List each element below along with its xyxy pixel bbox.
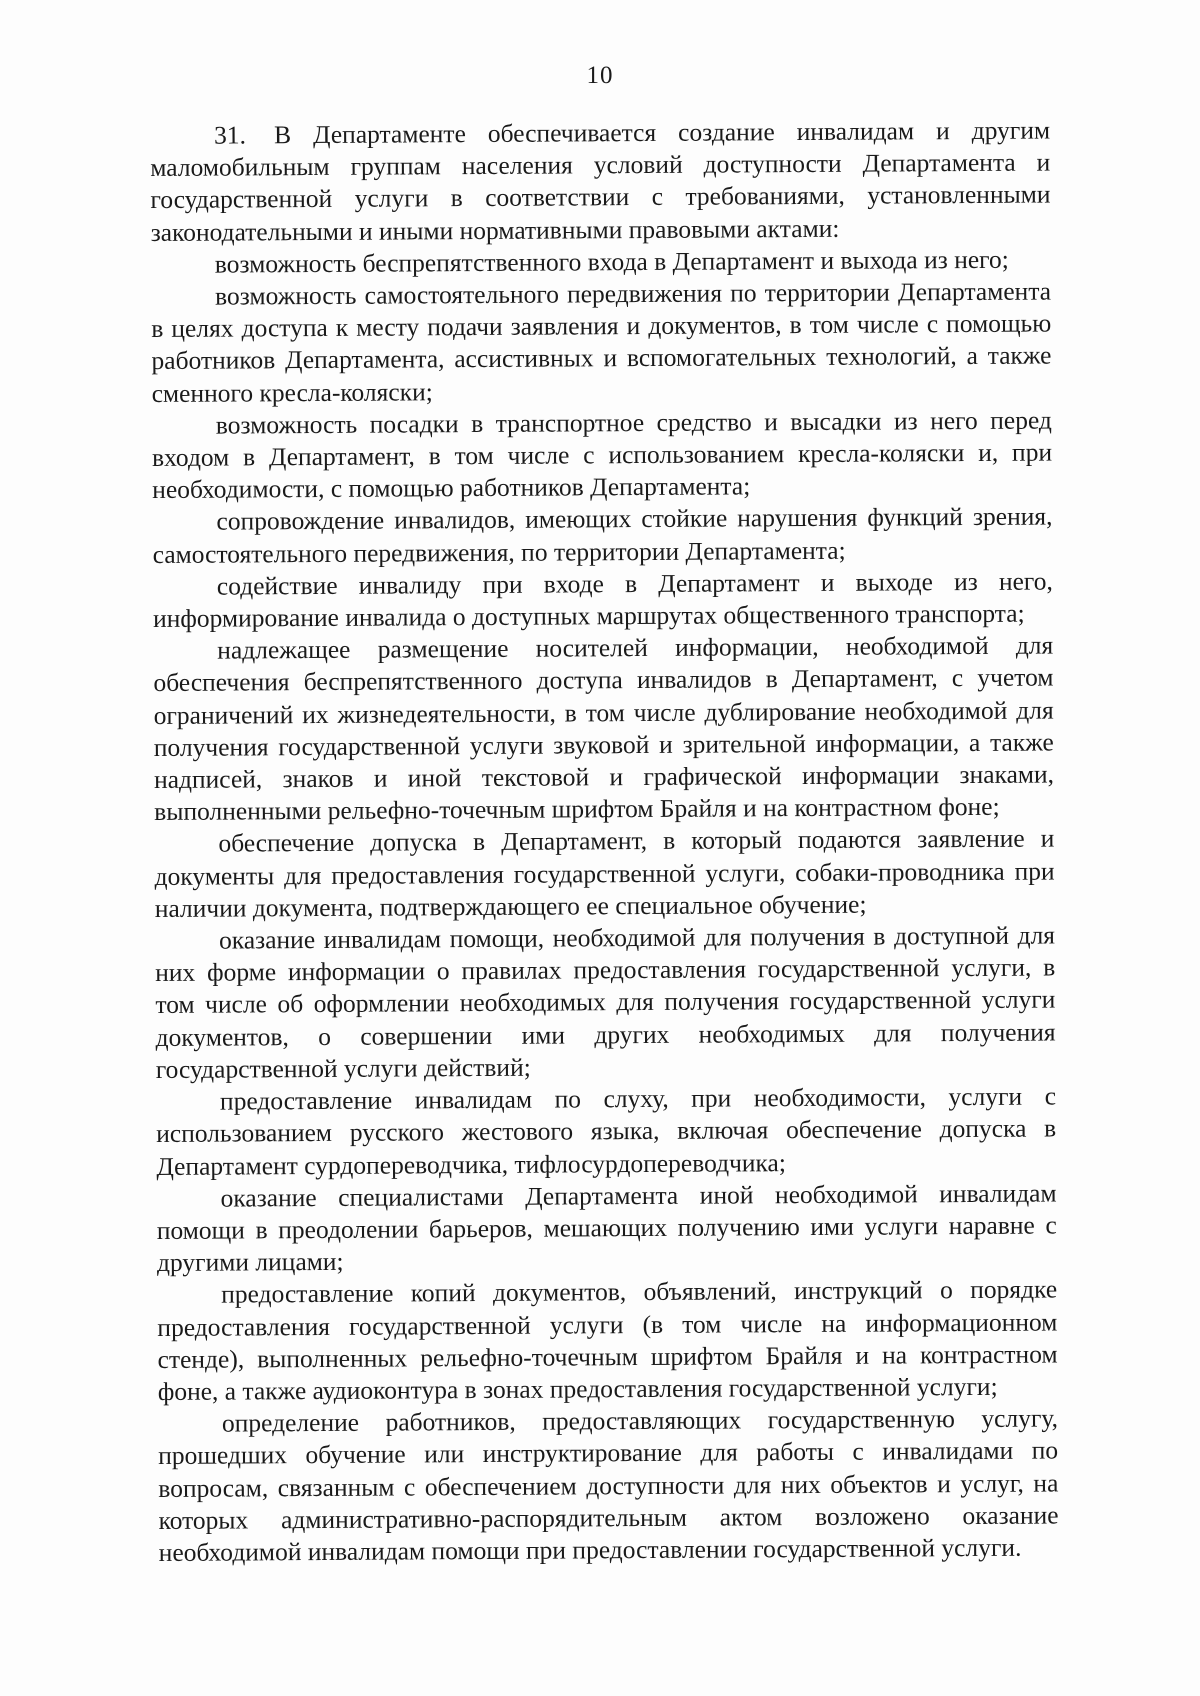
list-item: содействие инвалиду при входе в Департамент и выходе из него, информирование инвалида о доступных маршрутах общественного транспорта;: [152, 566, 1053, 634]
paragraph-31: [150, 115, 1051, 249]
paragraph-text: В Департаменте обеспечивается создание инвалидам и другим маломобильным группам населения условий доступности Департамента и государственной услуги в соответствии с требованиями, установленными законодательными и иными нормативными правовыми актами:: [150, 115, 1051, 247]
list-item: возможность посадки в транспортное средство и высадки из него перед входом в Департамент, в том числе с использованием кресла-коляски и, при необходимости, с помощью работников Департамента;: [151, 405, 1053, 505]
list-item: определение работников, предоставляющих государственную услугу, прошедших обучение или инструктирование для работы с инвалидами по вопросам, связанным с обеспечением доступности для них объектов и услуг, на которых административно-распорядительным актом возложено оказание необходимой инвалидам помощи при предоставлении государственной услуги.: [158, 1403, 1059, 1567]
list-item: предоставление инвалидам по слуху, при необходимости, услуги с использованием русского жестового языка, включая обеспечение допуска в Департамент сурдопереводчика, тифлосурдопереводчика;: [156, 1081, 1057, 1181]
list-item: оказание инвалидам помощи, необходимой для получения в доступной для них форме информации о правилах предоставления государственной услуги, в том числе об оформлении необходимых для получения государственной услуги документов, о совершении ими других необходимых для получения государственной услуги действий;: [155, 920, 1056, 1084]
list-item: оказание специалистами Департамента иной необходимой инвалидам помощи в преодолении барьеров, мешающих получению ими услуги наравне с другими лицами;: [156, 1178, 1057, 1278]
list-item: сопровождение инвалидов, имеющих стойкие нарушения функций зрения, самостоятельного передвижения, по территории Департамента;: [152, 501, 1053, 569]
list-item: возможность беспрепятственного входа в Департамент и выхода из него;: [214, 244, 1009, 279]
list-item: обеспечение допуска в Департамент, в который подаются заявление и документы для предоставления государственной услуги, собаки-проводника при наличии документа, подтверждающего ее специальное обучение;: [154, 823, 1055, 923]
list-item: предоставление копий документов, объявлений, инструкций о порядке предоставления государственной услуги (в том числе на информационном стенде), выполненных рельефно-точечным шрифтом Брайля и на контрастном фоне, а также аудиоконтура в зонах предоставления государственной услуги;: [157, 1274, 1058, 1406]
list-item: возможность самостоятельного передвижения по территории Департамента в целях доступа к месту подачи заявления и документов, в том числе с помощью работников Департамента, ассистивных и вспомогательных технологий, а также сменного кресла-коляски;: [151, 276, 1052, 408]
list-item: надлежащее размещение носителей информации, необходимой для обеспечения беспрепятственного доступа инвалидов в Департамент, с учетом ограничений их жизнедеятельности, в том числе дублирование необходимой для получения государственной услуги звуковой и зрительной информации, а также надписей, знаков и иной текстовой и графической информации знаками, выполненными рельефно-точечным шрифтом Брайля и на контрастном фоне;: [153, 630, 1055, 827]
document-body: [150, 115, 1059, 1570]
section-number: 31.: [214, 120, 247, 150]
page-number: 10: [586, 62, 614, 89]
